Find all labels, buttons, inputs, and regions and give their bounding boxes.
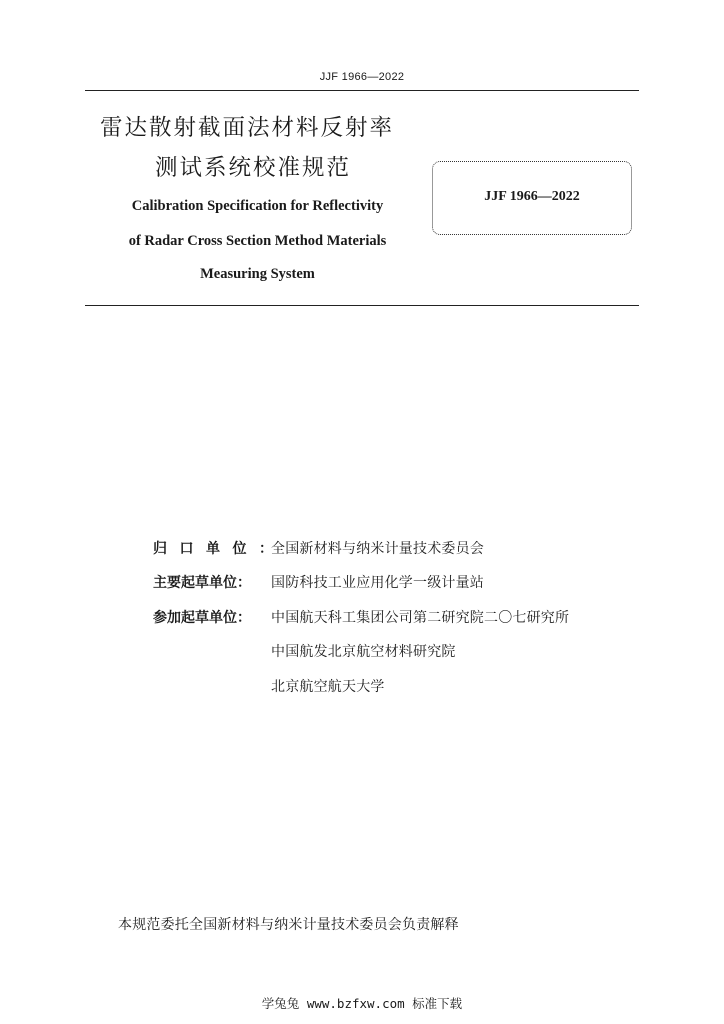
top-divider — [85, 90, 639, 91]
participant-drafter-value: 北京航空航天大学 — [271, 679, 385, 695]
title-english-line-1: Calibration Specification for Reflectivity — [131, 198, 384, 214]
title-english-line-2: of Radar Cross Section Method Materials — [128, 233, 387, 249]
interpretation-note: 本规范委托全国新材料与纳米计量技术委员会负责解释 — [118, 917, 459, 933]
title-chinese-line-2: 测试系统校准规范 — [155, 155, 352, 181]
title-chinese-line-1: 雷达散射截面法材料反射率 — [100, 115, 395, 141]
responsible-unit-value: 全国新材料与纳米计量技术委员会 — [271, 541, 484, 557]
participant-drafter-row — [153, 607, 569, 629]
participant-drafter-label: 参加起草单位： — [153, 610, 251, 626]
footer-watermark: 学兔兔 www.bzfxw.com 标准下载 — [261, 996, 463, 1011]
responsible-unit-label: 归口单位： — [153, 541, 286, 557]
title-english-line-3: Measuring System — [200, 266, 315, 282]
main-drafter-label: 主要起草单位： — [153, 575, 251, 591]
bottom-divider — [85, 305, 639, 306]
standard-code-box-text: JJF 1966—2022 — [484, 189, 580, 204]
main-drafter-row — [153, 572, 484, 594]
participant-drafter-value: 中国航发北京航空材料研究院 — [271, 644, 456, 660]
header-standard-code: JJF 1966—2022 — [319, 71, 405, 83]
main-drafter-value: 国防科技工业应用化学一级计量站 — [271, 575, 484, 591]
responsible-unit-row — [153, 538, 484, 560]
participant-drafter-value: 中国航天科工集团公司第二研究院二〇七研究所 — [271, 610, 570, 626]
